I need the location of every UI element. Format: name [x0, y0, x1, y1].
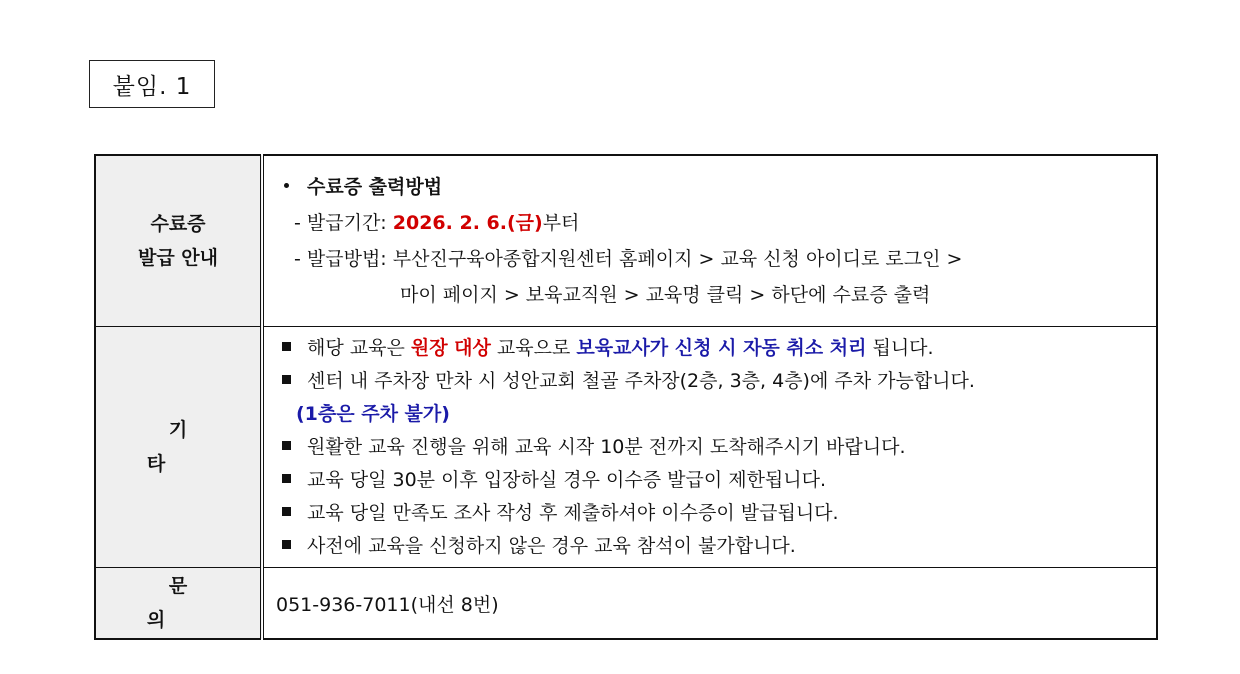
certificate-title-line: [276, 169, 1156, 205]
contact-phone: 051-936-7011(내선 8번): [276, 593, 499, 616]
item1-target-highlight: 원장 대상: [410, 336, 491, 359]
certificate-header: [95, 155, 262, 327]
square-bullet-icon: [282, 342, 291, 351]
list-item: [276, 332, 1156, 365]
certificate-body: [262, 155, 1157, 327]
contact-header: [95, 568, 262, 640]
contact-header-label: 문의: [146, 575, 232, 631]
list-item: [276, 497, 1156, 530]
square-bullet-icon: [282, 540, 291, 549]
issue-period-date: 2026. 2. 6.(금): [392, 212, 543, 234]
certificate-header-line1: 수료증: [150, 213, 206, 235]
issue-period-label: - 발급기간:: [294, 212, 393, 234]
square-bullet-icon: [282, 375, 291, 384]
certificate-header-line2: 발급 안내: [137, 247, 219, 269]
list-item: [276, 365, 1156, 398]
issue-method-line1: - 발급방법: 부산진구육아종합지원센터 홈페이지 > 교육 신청 아이디로 로그인 >: [294, 248, 963, 270]
square-bullet-icon: [282, 441, 291, 450]
parking-note: (1층은 주차 불가): [296, 402, 450, 425]
issue-period-line: [276, 205, 1156, 241]
other-header: [95, 327, 262, 568]
list-item: [276, 530, 1156, 563]
issue-period-suffix: 부터: [542, 212, 580, 234]
certificate-row: [95, 155, 1157, 327]
square-bullet-icon: [282, 474, 291, 483]
parking-note-line: [276, 398, 1156, 431]
square-bullet-icon: [282, 507, 291, 516]
item6-text: 사전에 교육을 신청하지 않은 경우 교육 참석이 불가합니다.: [307, 534, 796, 557]
attachment-label: 붙임. 1: [89, 60, 215, 108]
contact-body: [262, 568, 1157, 640]
list-item: [276, 431, 1156, 464]
item1-cancel-highlight: 보육교사가 신청 시 자동 취소 처리: [576, 336, 867, 359]
item3-text: 원활한 교육 진행을 위해 교육 시작 10분 전까지 도착해주시기 바랍니다.: [307, 435, 906, 458]
issue-method-line2: 마이 페이지 > 보육교직원 > 교육명 클릭 > 하단에 수료증 출력: [400, 284, 931, 306]
contact-row: [95, 568, 1157, 640]
item5-text: 교육 당일 만족도 조사 작성 후 제출하셔야 이수증이 발급됩니다.: [307, 501, 839, 524]
item2-text: 센터 내 주차장 만차 시 성안교회 철골 주차장(2층, 3층, 4층)에 주차 가능합니다.: [307, 369, 975, 392]
other-row: [95, 327, 1157, 568]
item1-text-e: 됩니다.: [866, 336, 934, 359]
info-table: [94, 154, 1158, 640]
item1-text-c: 교육으로: [490, 336, 577, 359]
item1-text-a: 해당 교육은: [307, 336, 411, 359]
certificate-title: 수료증 출력방법: [307, 176, 443, 198]
item4-text: 교육 당일 30분 이후 입장하실 경우 이수증 발급이 제한됩니다.: [307, 468, 827, 491]
list-item: [276, 464, 1156, 497]
other-body: [262, 327, 1157, 568]
bullet-dot-icon: [284, 183, 289, 188]
other-header-label: 기타: [146, 419, 232, 475]
